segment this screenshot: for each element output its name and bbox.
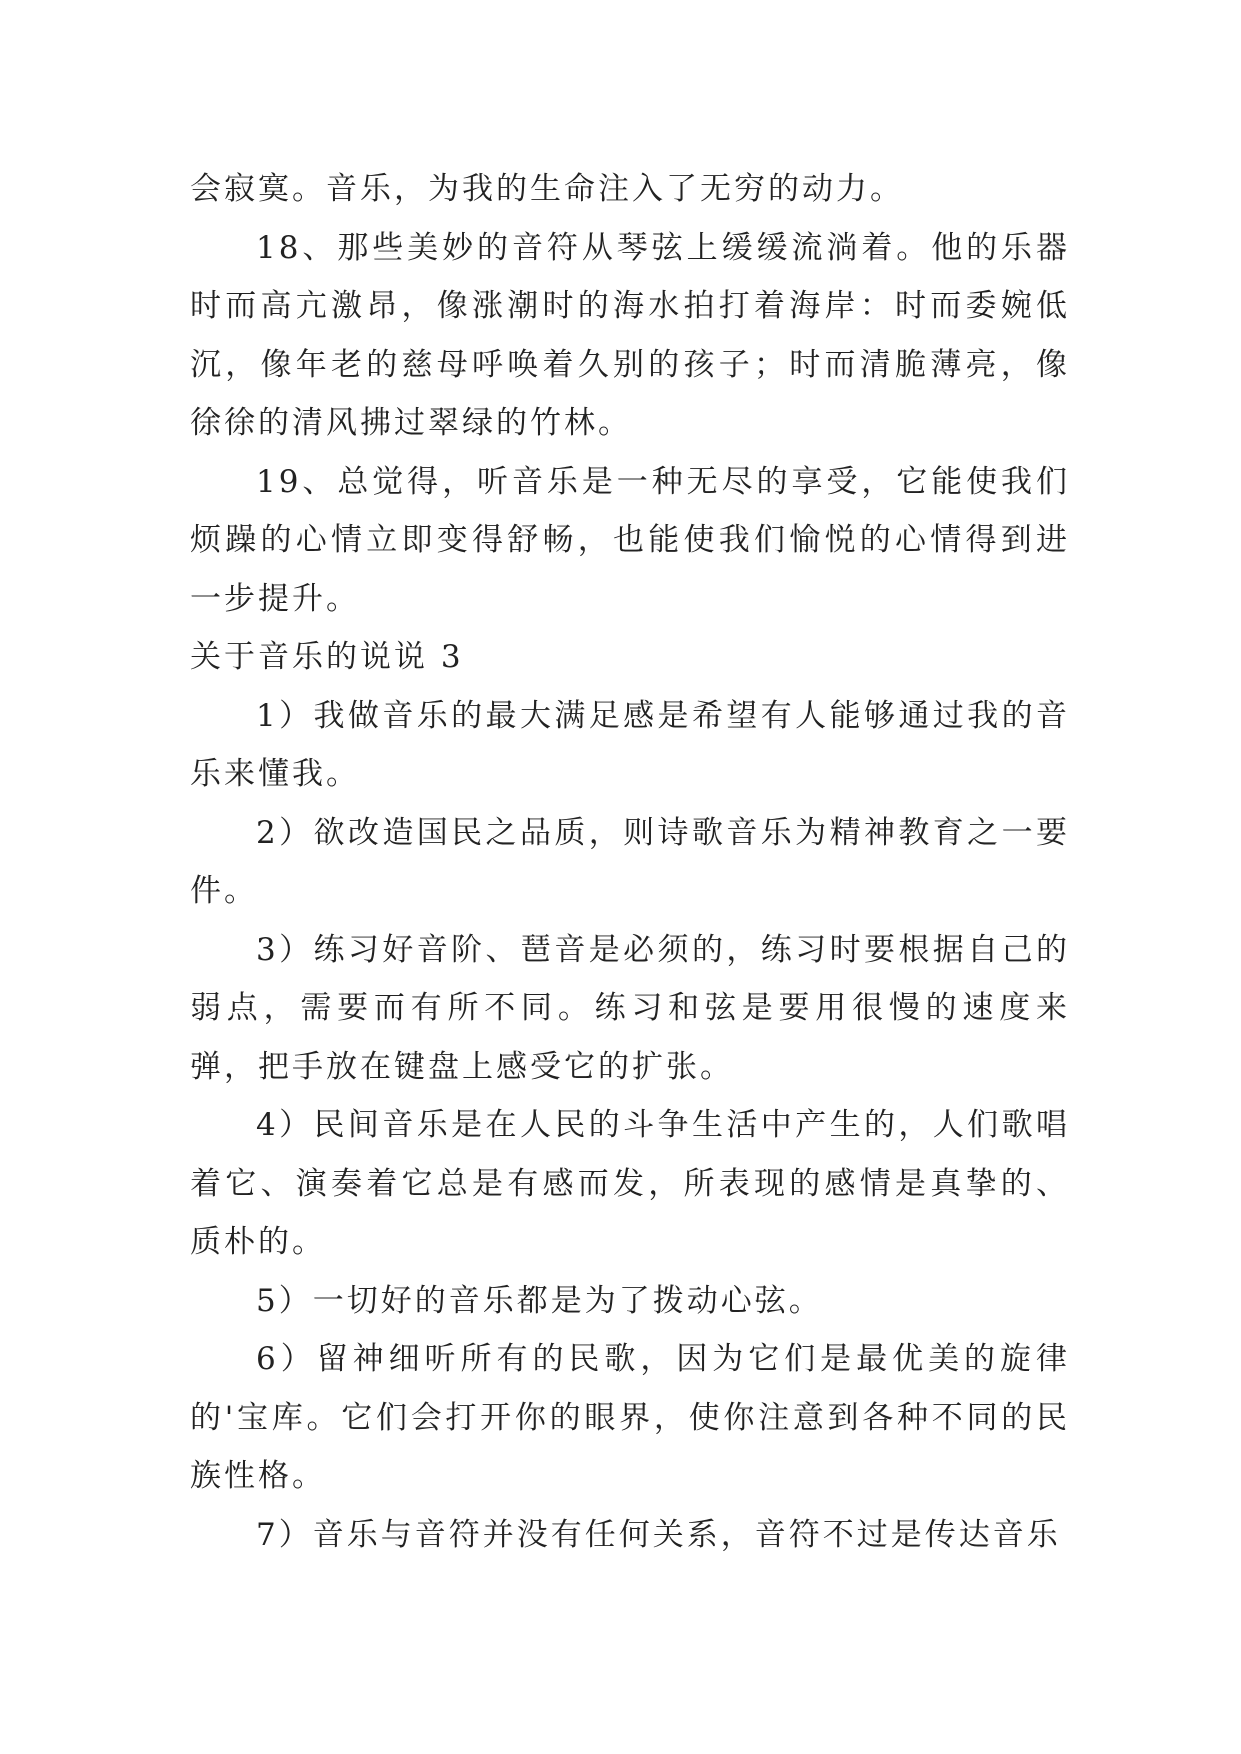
paragraph-item-18: 18、那些美妙的音符从琴弦上缓缓流淌着。他的乐器时而高亢激昂，像涨潮时的海水拍打着海岸：时而委婉低沉，像年老的慈母呼唤着久别的孩子；时而清脆薄亮，像徐徐的清风拂过翠绿的竹林。 [190, 229, 1070, 441]
paragraph-continuation: 会寂寞。音乐，为我的生命注入了无穷的动力。 [190, 171, 904, 207]
paragraph-quote-6: 6）留神细听所有的民歌，因为它们是最优美的旋律的'宝库。它们会打开你的眼界，使你注意到各种不同的民族性格。 [190, 1341, 1070, 1494]
paragraph-quote-2: 2）欲改造国民之品质，则诗歌音乐为精神教育之一要件。 [190, 814, 1070, 909]
paragraph-quote-3: 3）练习好音阶、琶音是必须的，练习时要根据自己的弱点，需要而有所不同。练习和弦是要用很慢的速度来弹，把手放在键盘上感受它的扩张。 [190, 931, 1070, 1085]
paragraph-quote-7: 7）音乐与音符并没有任何关系，音符不过是传达音乐 [256, 1516, 1061, 1553]
document-body [190, 160, 1070, 1564]
paragraph-quote-4: 4）民间音乐是在人民的斗争生活中产生的，人们歌唱着它、演奏着它总是有感而发，所表现的感情是真挚的、质朴的。 [190, 1107, 1070, 1260]
paragraph-item-19: 19、总觉得，听音乐是一种无尽的享受，它能使我们烦躁的心情立即变得舒畅，也能使我们愉悦的心情得到进一步提升。 [190, 463, 1070, 617]
section-heading: 关于音乐的说说 3 [190, 639, 464, 675]
paragraph-quote-1: 1）我做音乐的最大满足感是希望有人能够通过我的音乐来懂我。 [190, 697, 1070, 792]
paragraph-quote-5: 5）一切好的音乐都是为了拨动心弦。 [256, 1282, 823, 1319]
